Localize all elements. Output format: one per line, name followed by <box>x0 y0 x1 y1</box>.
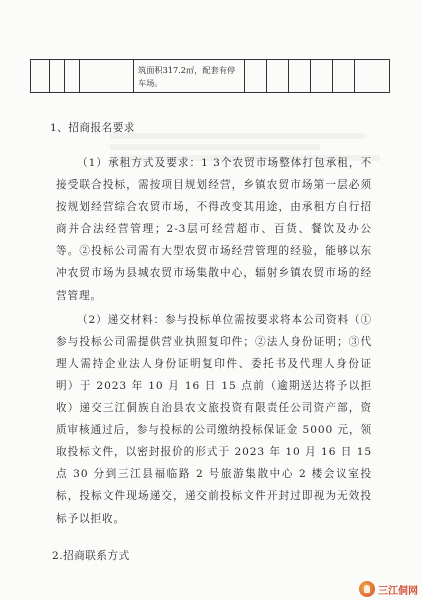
table-cell <box>267 60 289 92</box>
section-heading-recruitment-requirements: 1、招商报名要求 <box>50 122 135 134</box>
table-cell <box>65 60 80 92</box>
table-cell-description <box>134 60 245 92</box>
table-cell <box>311 60 333 92</box>
watermark-text: 三江侗网 <box>378 585 418 597</box>
section-heading-contact: 2.招商联系方式 <box>52 549 130 562</box>
table-cell <box>289 60 311 92</box>
paragraph-submission-materials: （2）递交材料：参与投标单位需按要求将本公司资料（①参与投标公司需提供营业执照复印件；②法人身份证明；③代理人需持企业法人身份证明复印件、委托书及代理人身份证明）于 2023 年 10 月 16 日 15 点前（逾期送达将予以拒收）递交三江侗族自治县农文旅投资有限责任公司资产部，资质审核通过后，参与投标的公司缴纳投标保证金 5000 元，领取投标文件，以密封报价的形式于 2023 年 10 月 16 日 15 点 30 分到三江县福临路 2 号旅游集散中心 2 楼会议室投标，投标文件现场递交，递交前投标文件开封过即视为无效投标予以拒收。 <box>56 313 372 525</box>
table-cell <box>245 60 267 92</box>
table-cell <box>50 60 65 92</box>
table-cell <box>80 60 134 92</box>
table-fragment <box>30 59 390 93</box>
document-body <box>50 120 372 564</box>
watermark-logo-icon <box>359 581 375 597</box>
table-cell <box>333 60 355 92</box>
paragraph-lease-requirements: （1）承租方式及要求：1 3个农贸市场整体打包承租，不接受联合投标，需按项目规划经营，乡镇农贸市场第一层必须按规划经营综合农贸市场，不得改变其用途，由承租方自行招商并合法经营管理；2-3层可经营超市、百货、餐饮及办公等。②投标公司需有大型农贸市场经营管理的经验，能够以东冲农贸市场为县城农贸市场集散中心，辐射乡镇农贸市场的经营管理。 <box>56 157 372 302</box>
table-cell <box>355 60 389 92</box>
table-cell <box>31 60 50 92</box>
table-cell-text: 筑面积317.2㎡，配套有停 车场。 <box>138 65 236 88</box>
watermark <box>359 581 418 597</box>
